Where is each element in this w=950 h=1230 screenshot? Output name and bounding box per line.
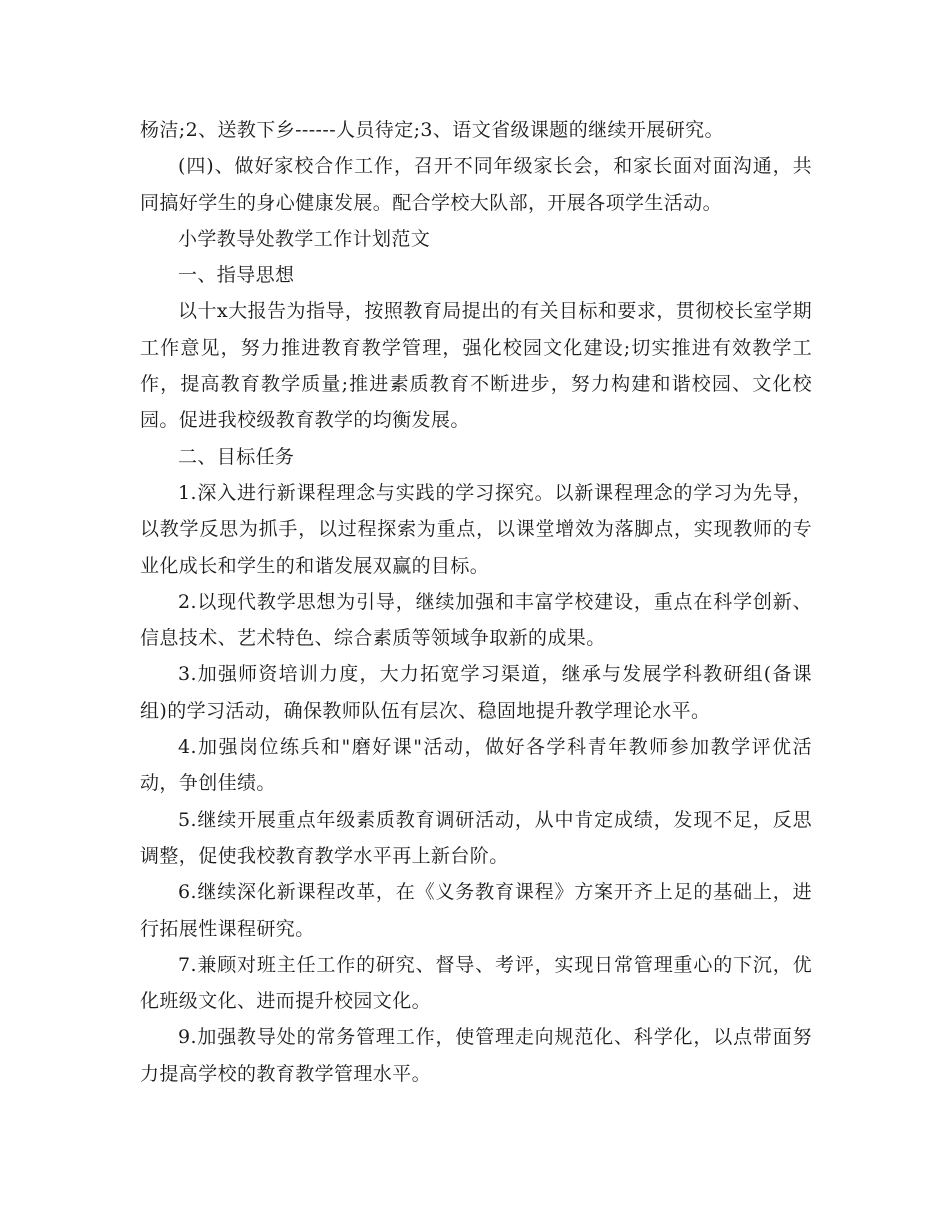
paragraph-continuation: 杨洁;2、送教下乡------人员待定;3、语文省级课题的继续开展研究。 <box>140 119 724 141</box>
section-heading-guiding-thought: 一、指导思想 <box>178 264 295 287</box>
list-item-goal-1: 1.深入进行新课程理念与实践的学习探究。以新课程理念的学习为先导，以教学反思为抓手，以过程探索为重点，以课堂增效为落脚点，实现教师的专业化成长和学生的和谐发展双赢的目标。 <box>140 481 812 577</box>
paragraph-guiding-thought: 以十x大报告为指导，按照教育局提出的有关目标和要求，贯彻校长室学期工作意见，努力推进教育教学管理，强化校园文化建设;切实推进有效教学工作，提高教育教学质量;推进素质教育不断进步，努力构建和谐校园、文化校园。促进我校级教育教学的均衡发展。 <box>140 300 812 432</box>
list-item-goal-3: 3.加强师资培训力度，大力拓宽学习渠道，继承与发展学科教研组(备课组)的学习活动，确保教师队伍有层次、稳固地提升教学理论水平。 <box>140 663 812 722</box>
list-item-goal-2: 2.以现代教学思想为引导，继续加强和丰富学校建设，重点在科学创新、信息技术、艺术特色、综合素质等领域争取新的成果。 <box>140 590 812 650</box>
list-item-goal-7: 7.兼顾对班主任工作的研究、督导、考评，实现日常管理重心的下沉，优化班级文化、进而提升校园文化。 <box>140 953 812 1013</box>
list-item-goal-5: 5.继续开展重点年级素质教育调研活动，从中肯定成绩，发现不足，反思调整，促使我校教育教学水平再上新台阶。 <box>140 808 812 867</box>
document-title: 小学教导处教学工作计划范文 <box>178 227 431 250</box>
list-item-goal-4: 4.加强岗位练兵和"磨好课"活动，做好各学科青年教师参加教学评优活动，争创佳绩。 <box>140 736 812 795</box>
list-item-goal-9: 9.加强教导处的常务管理工作，使管理走向规范化、科学化，以点带面努力提高学校的教育教学管理水平。 <box>140 1026 812 1085</box>
document-body <box>140 112 812 1092</box>
paragraph-home-school: (四)、做好家校合作工作，召开不同年级家长会，和家长面对面沟通，共同搞好学生的身心健康发展。配合学校大队部，开展各项学生活动。 <box>140 155 812 214</box>
list-item-goal-6: 6.继续深化新课程改革，在《义务教育课程》方案开齐上足的基础上，进行拓展性课程研究。 <box>140 881 812 940</box>
section-heading-goals: 二、目标任务 <box>178 445 295 468</box>
